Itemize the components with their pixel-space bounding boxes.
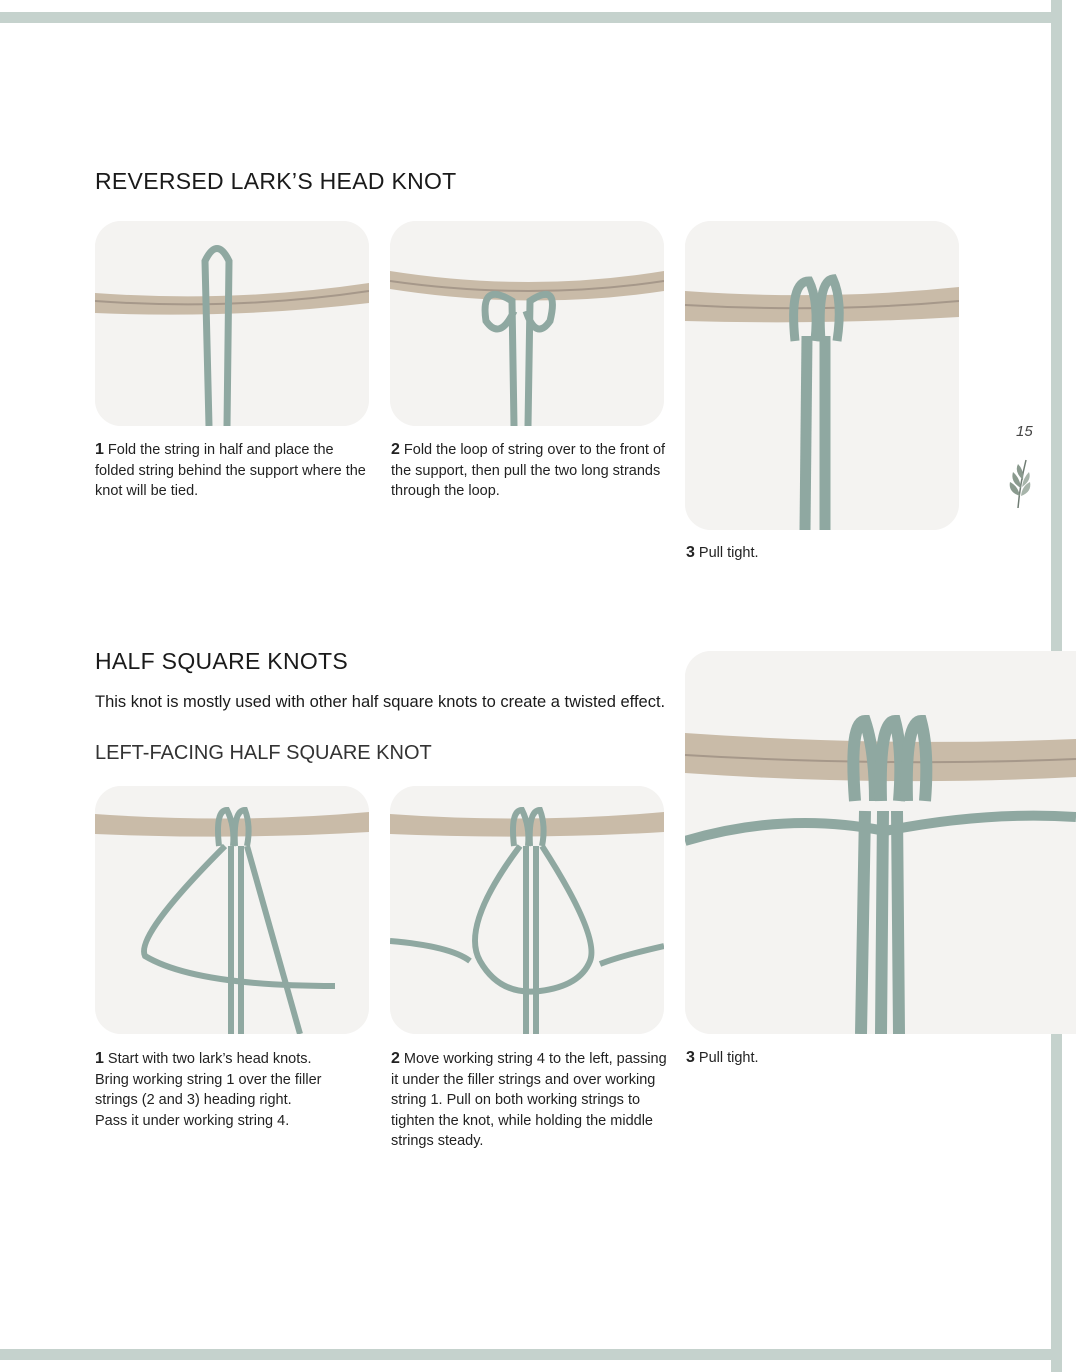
hsk-step3-photo — [685, 651, 1076, 1034]
section2-step3-caption — [686, 1048, 886, 1069]
step2-photo-larks-head — [390, 221, 664, 426]
step-text: Fold the string in half and place the folded string behind the support where the knot will be tied. — [95, 442, 366, 499]
step3-photo-larks-head — [685, 221, 959, 530]
section1-step2-caption — [391, 440, 667, 502]
top-border-bar — [0, 12, 1062, 23]
step-number: 3 — [686, 544, 695, 561]
step1-photo-larks-head — [95, 221, 369, 426]
section2-step2-caption — [391, 1049, 667, 1152]
step-number: 1 — [95, 441, 104, 458]
section2-subtitle: LEFT-FACING HALF SQUARE KNOT — [95, 742, 432, 764]
step-text: Fold the loop of string over to the front of the support, then pull the two long strands through the loop. — [391, 442, 666, 499]
step-text: Pull tight. — [698, 545, 759, 561]
step-text: Start with two lark’s head knots. Bring working string 1 over the filler strings (2 and 3) heading right. Pass it under working string 4. — [95, 1051, 322, 1129]
step-text: Move working string 4 to the left, passing it under the filler strings and over working string 1. Pull on both working strings to tighten the knot, while holding the middle strings steady. — [391, 1051, 667, 1149]
step-number: 2 — [391, 441, 400, 458]
step-number: 1 — [95, 1050, 104, 1067]
leaf-icon — [1004, 456, 1034, 510]
page-number: 15 — [1016, 423, 1033, 440]
step-number: 2 — [391, 1050, 400, 1067]
step-text: Pull tight. — [698, 1050, 759, 1066]
bottom-border-bar — [0, 1349, 1062, 1360]
section2-intro: This knot is mostly used with other half square knots to create a twisted effect. — [95, 693, 666, 711]
section2-step1-caption — [95, 1049, 325, 1131]
section1-title: REVERSED LARK’S HEAD KNOT — [95, 168, 457, 194]
section1-step1-caption — [95, 440, 371, 502]
section2-title: HALF SQUARE KNOTS — [95, 648, 349, 674]
step-number: 3 — [686, 1049, 695, 1066]
hsk-step2-photo — [390, 786, 664, 1034]
section1-step3-caption — [686, 543, 886, 564]
hsk-step1-photo — [95, 786, 369, 1034]
